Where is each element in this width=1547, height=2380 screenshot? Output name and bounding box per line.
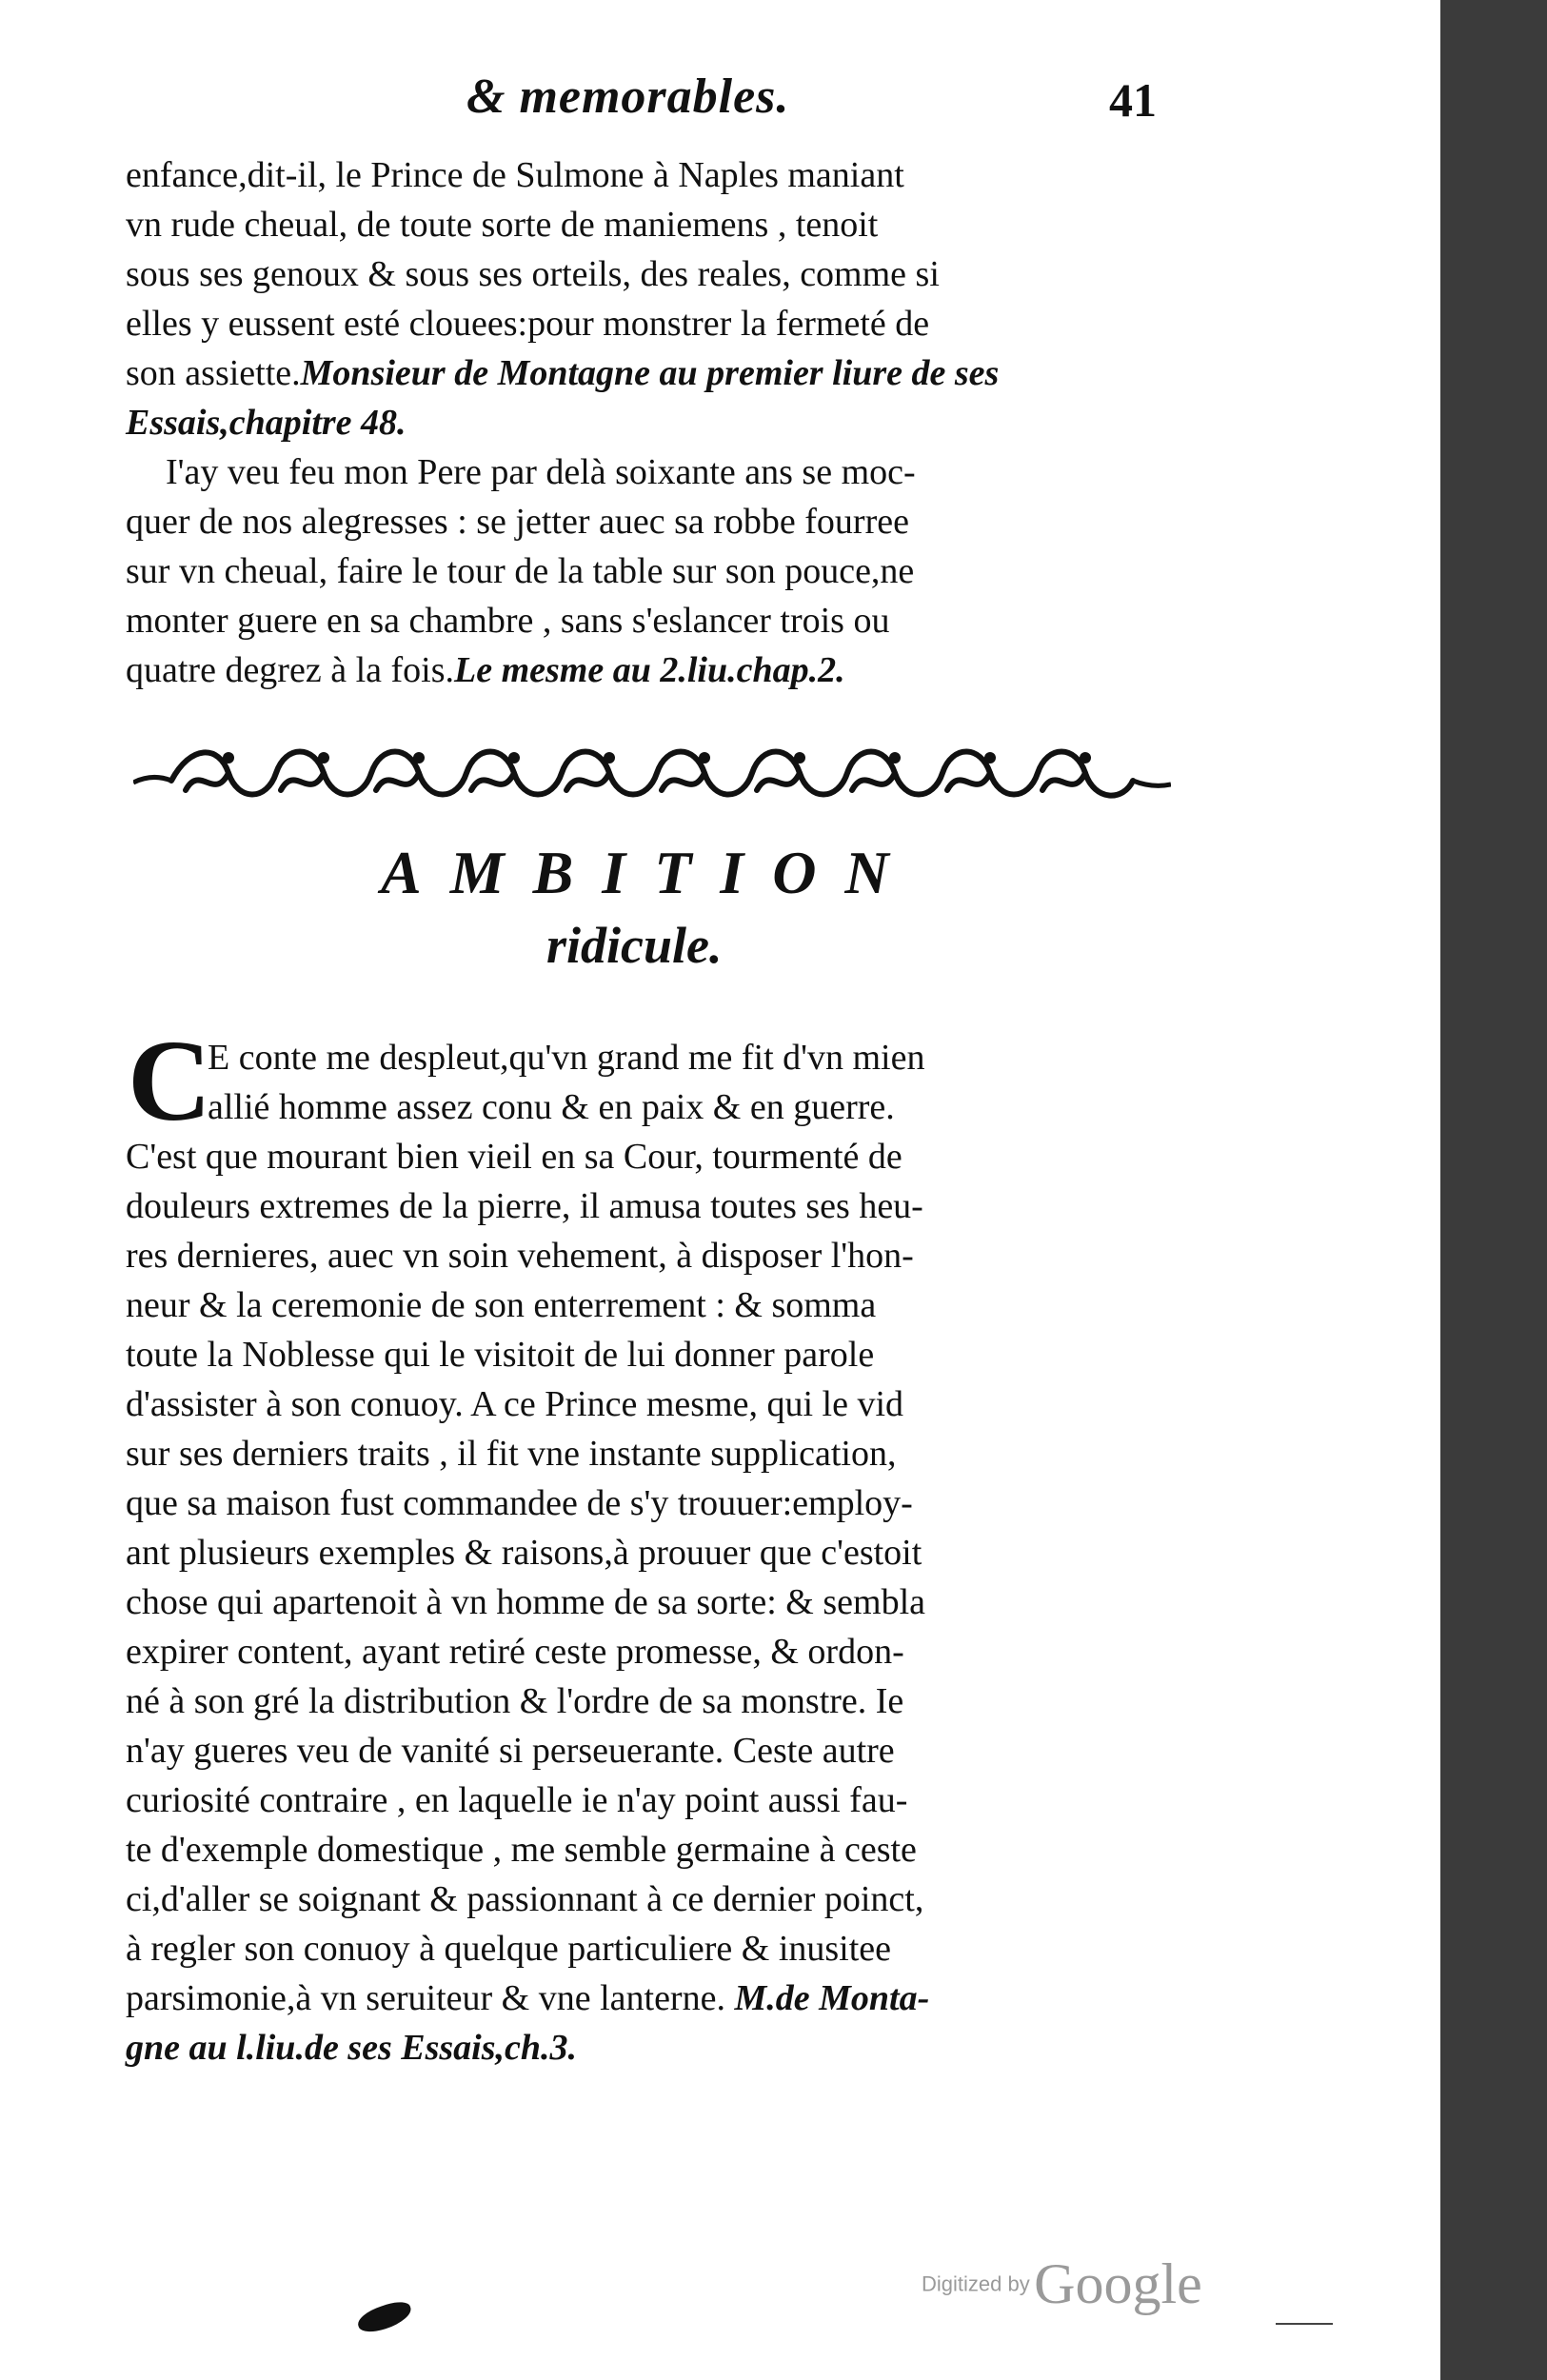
text-line: expirer content, ayant retiré ceste promesse, & ordon- [126, 1632, 904, 1672]
text-line: n'ay gueres veu de vanité si perseuerante. Ceste autre [126, 1731, 895, 1771]
text-line: sur ses derniers traits , il fit vne instante supplication, [126, 1434, 897, 1474]
citation-line: gne au l.liu.de ses Essais,ch.3. [126, 2028, 578, 2068]
text-line: curiosité contraire , en laquelle ie n'ay point aussi fau- [126, 1780, 908, 1820]
text-line: ci,d'aller se soignant & passionnant à ce dernier poinct, [126, 1879, 924, 1919]
text-line: quer de nos alegresses : se jetter auec sa robbe fourree [126, 502, 909, 542]
text-line: enfance,dit-il, le Prince de Sulmone à Naples maniant [126, 155, 904, 195]
google-logo: Google [1034, 2252, 1202, 2315]
text-fragment: quatre degrez à la fois. [126, 650, 454, 690]
citation-line: Essais,chapitre 48. [126, 403, 407, 443]
text-line: C'est que mourant bien vieil en sa Cour, tourmenté de [126, 1137, 902, 1177]
scan-edge-shadow [1440, 0, 1547, 2380]
text-line: à regler son conuoy à quelque particuliere & inusitee [126, 1929, 892, 1969]
text-line: res dernieres, auec vn soin vehement, à disposer l'hon- [126, 1236, 914, 1276]
second-passage [126, 447, 1173, 695]
text-line: ant plusieurs exemples & raisons,à prouuer que c'estoit [126, 1533, 922, 1573]
drop-cap: C [128, 1017, 212, 1145]
text-line [126, 348, 1173, 398]
text-line: né à son gré la distribution & l'ordre de sa monstre. Ie [126, 1681, 904, 1721]
text-line: E conte me despleut,qu'vn grand me fit d'vn mien [208, 1038, 925, 1078]
text-line: chose qui apartenoit à vn homme de sa sorte: & sembla [126, 1582, 925, 1622]
text-line: sur vn cheual, faire le tour de la table sur son pouce,ne [126, 551, 915, 591]
text-line: te d'exemple domestique , me semble germaine à ceste [126, 1830, 917, 1870]
running-title: & memorables. [466, 69, 790, 124]
text-line [126, 1973, 1173, 2023]
watermark-prefix: Digitized by [922, 2271, 1030, 2296]
section-subtitle: ridicule. [546, 917, 723, 974]
text-line: allié homme assez conu & en paix & en guerre. [208, 1087, 895, 1127]
citation: Le mesme au 2.liu.chap.2. [454, 650, 845, 690]
text-line: monter guere en sa chambre , sans s'eslancer trois ou [126, 601, 890, 641]
digitized-watermark [922, 2251, 1202, 2317]
margin-dash-mark [1276, 2323, 1333, 2325]
citation: M.de Monta- [734, 1978, 930, 2018]
text-line: que sa maison fust commandee de s'y trouuer:employ- [126, 1483, 913, 1523]
text-line: neur & la ceremonie de son enterrement : & somma [126, 1285, 877, 1325]
text-line: elles y eussent esté clouees:pour monstrer la fermeté de [126, 304, 930, 344]
text-line: douleurs extremes de la pierre, il amusa toutes ses heu- [126, 1186, 923, 1226]
text-line: sous ses genoux & sous ses orteils, des reales, comme si [126, 254, 940, 294]
decorative-band-ornament [133, 735, 1171, 821]
page-number: 41 [1109, 73, 1157, 127]
text-line [126, 645, 1173, 695]
text-line: vn rude cheual, de toute sorte de maniemens , tenoit [126, 205, 879, 245]
ink-blot-mark [355, 2298, 415, 2337]
body-passage [126, 1033, 1173, 2073]
page-header [466, 69, 1228, 135]
citation: Monsieur de Montagne au premier liure de ses [300, 353, 1000, 393]
text-fragment: son assiette. [126, 353, 301, 393]
section-title: AMBITION [381, 839, 918, 906]
top-passage [126, 150, 1173, 447]
text-line: toute la Noblesse qui le visitoit de lui donner parole [126, 1335, 875, 1375]
text-fragment: parsimonie,à vn seruiteur & vne lanterne. [126, 1978, 725, 2018]
text-line: I'ay veu feu mon Pere par delà soixante ans se moc- [166, 452, 916, 492]
text-line: d'assister à son conuoy. A ce Prince mesme, qui le vid [126, 1384, 903, 1424]
